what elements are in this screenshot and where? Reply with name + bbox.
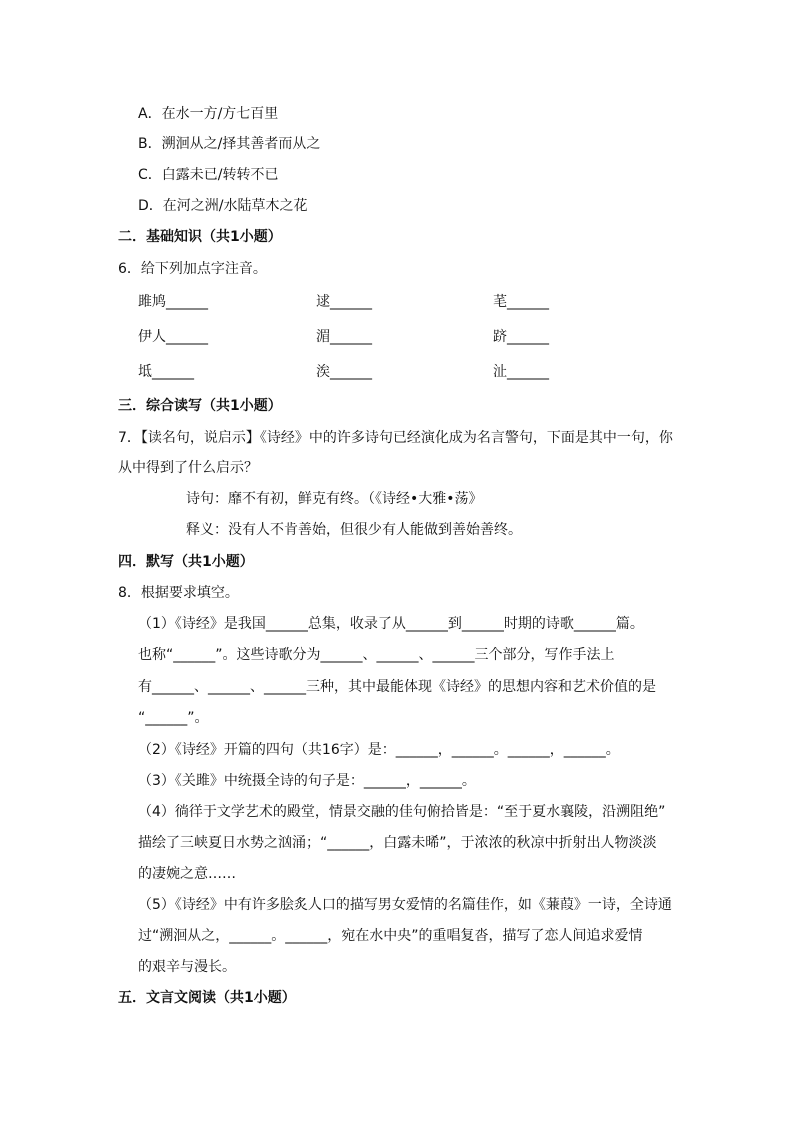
pinyin-item: 沚______ <box>493 364 549 380</box>
q8-line: “______”。 <box>138 710 209 726</box>
q7-line-2: 从中得到了什么启示？ <box>118 460 258 476</box>
q5-option-a: A．在水一方/方七百里 <box>138 106 279 122</box>
pinyin-item: 湄______ <box>316 329 372 345</box>
pinyin-item: 坻______ <box>138 364 194 380</box>
q8-line: （2）《诗经》开篇的四句（共16字）是：______，______。______，______。 <box>138 742 620 758</box>
pinyin-item: 雎鸠______ <box>138 294 208 310</box>
q8-line: （1）《诗经》是我国______总集，收录了从______到______时期的诗歌______篇。 <box>138 616 644 632</box>
pinyin-item: 伊人______ <box>138 329 208 345</box>
q8-line: 描绘了三峡夏日水势之汹涌；“______，白露未晞”，于浓浓的秋凉中折射出人物淡淡 <box>138 835 657 851</box>
q8-line: 也称“______”。这些诗歌分为______、______、______三个部分，写作手法上 <box>138 647 615 663</box>
section-heading-basic-knowledge: 二．基础知识（共1小题） <box>118 229 282 245</box>
q8-line: 过“溯洄从之，______。______，宛在水中央”的重唱复沓，描写了恋人间追求爱情 <box>138 928 643 944</box>
section-heading-dictation: 四．默写（共1小题） <box>118 554 254 570</box>
q8-line: （4）徜徉于文学艺术的殿堂，情景交融的佳句俯拾皆是：“至于夏水襄陵，沿溯阻绝” <box>138 804 666 820</box>
q8-line: 有______、______、______三种，其中最能体现《诗经》的思想内容和艺术价值的是 <box>138 679 656 695</box>
pinyin-item: 涘______ <box>316 364 372 380</box>
q8-line: 的凄婉之意…… <box>138 866 236 882</box>
pinyin-item: 跻______ <box>493 329 549 345</box>
q8-line: （3）《关雎》中统摄全诗的句子是：______，______。 <box>138 773 476 789</box>
q7-poem-quote: 诗句：靡不有初，鲜克有终。（《诗经•大雅•荡》 <box>186 491 483 507</box>
section-heading-reading-writing: 三．综合读写（共1小题） <box>118 398 282 414</box>
q8-stem: 8．根据要求填空。 <box>118 585 239 601</box>
q6-stem: 6．给下列加点字注音。 <box>118 261 267 277</box>
q7-poem-gloss: 释义：没有人不肯善始，但很少有人能做到善始善终。 <box>186 522 522 538</box>
q8-line: （5）《诗经》中有许多脍炙人口的描写男女爱情的名篇佳作，如《蒹葭》一诗，全诗通 <box>138 897 672 913</box>
pinyin-item: 芼______ <box>493 294 549 310</box>
pinyin-item: 逑______ <box>316 294 372 310</box>
q5-option-d: D．在河之洲/水陆草木之花 <box>138 198 308 214</box>
q7-line-1: 7．【读名句，说启示】《诗经》中的许多诗句已经演化成为名言警句，下面是其中一句，你 <box>118 430 673 446</box>
q5-option-c: C．白露未已/转转不已 <box>138 167 279 183</box>
q5-option-b: B．溯洄从之/择其善者而从之 <box>138 136 321 152</box>
q8-line: 的艰辛与漫长。 <box>138 959 236 975</box>
section-heading-classical-reading: 五．文言文阅读（共1小题） <box>118 990 296 1006</box>
